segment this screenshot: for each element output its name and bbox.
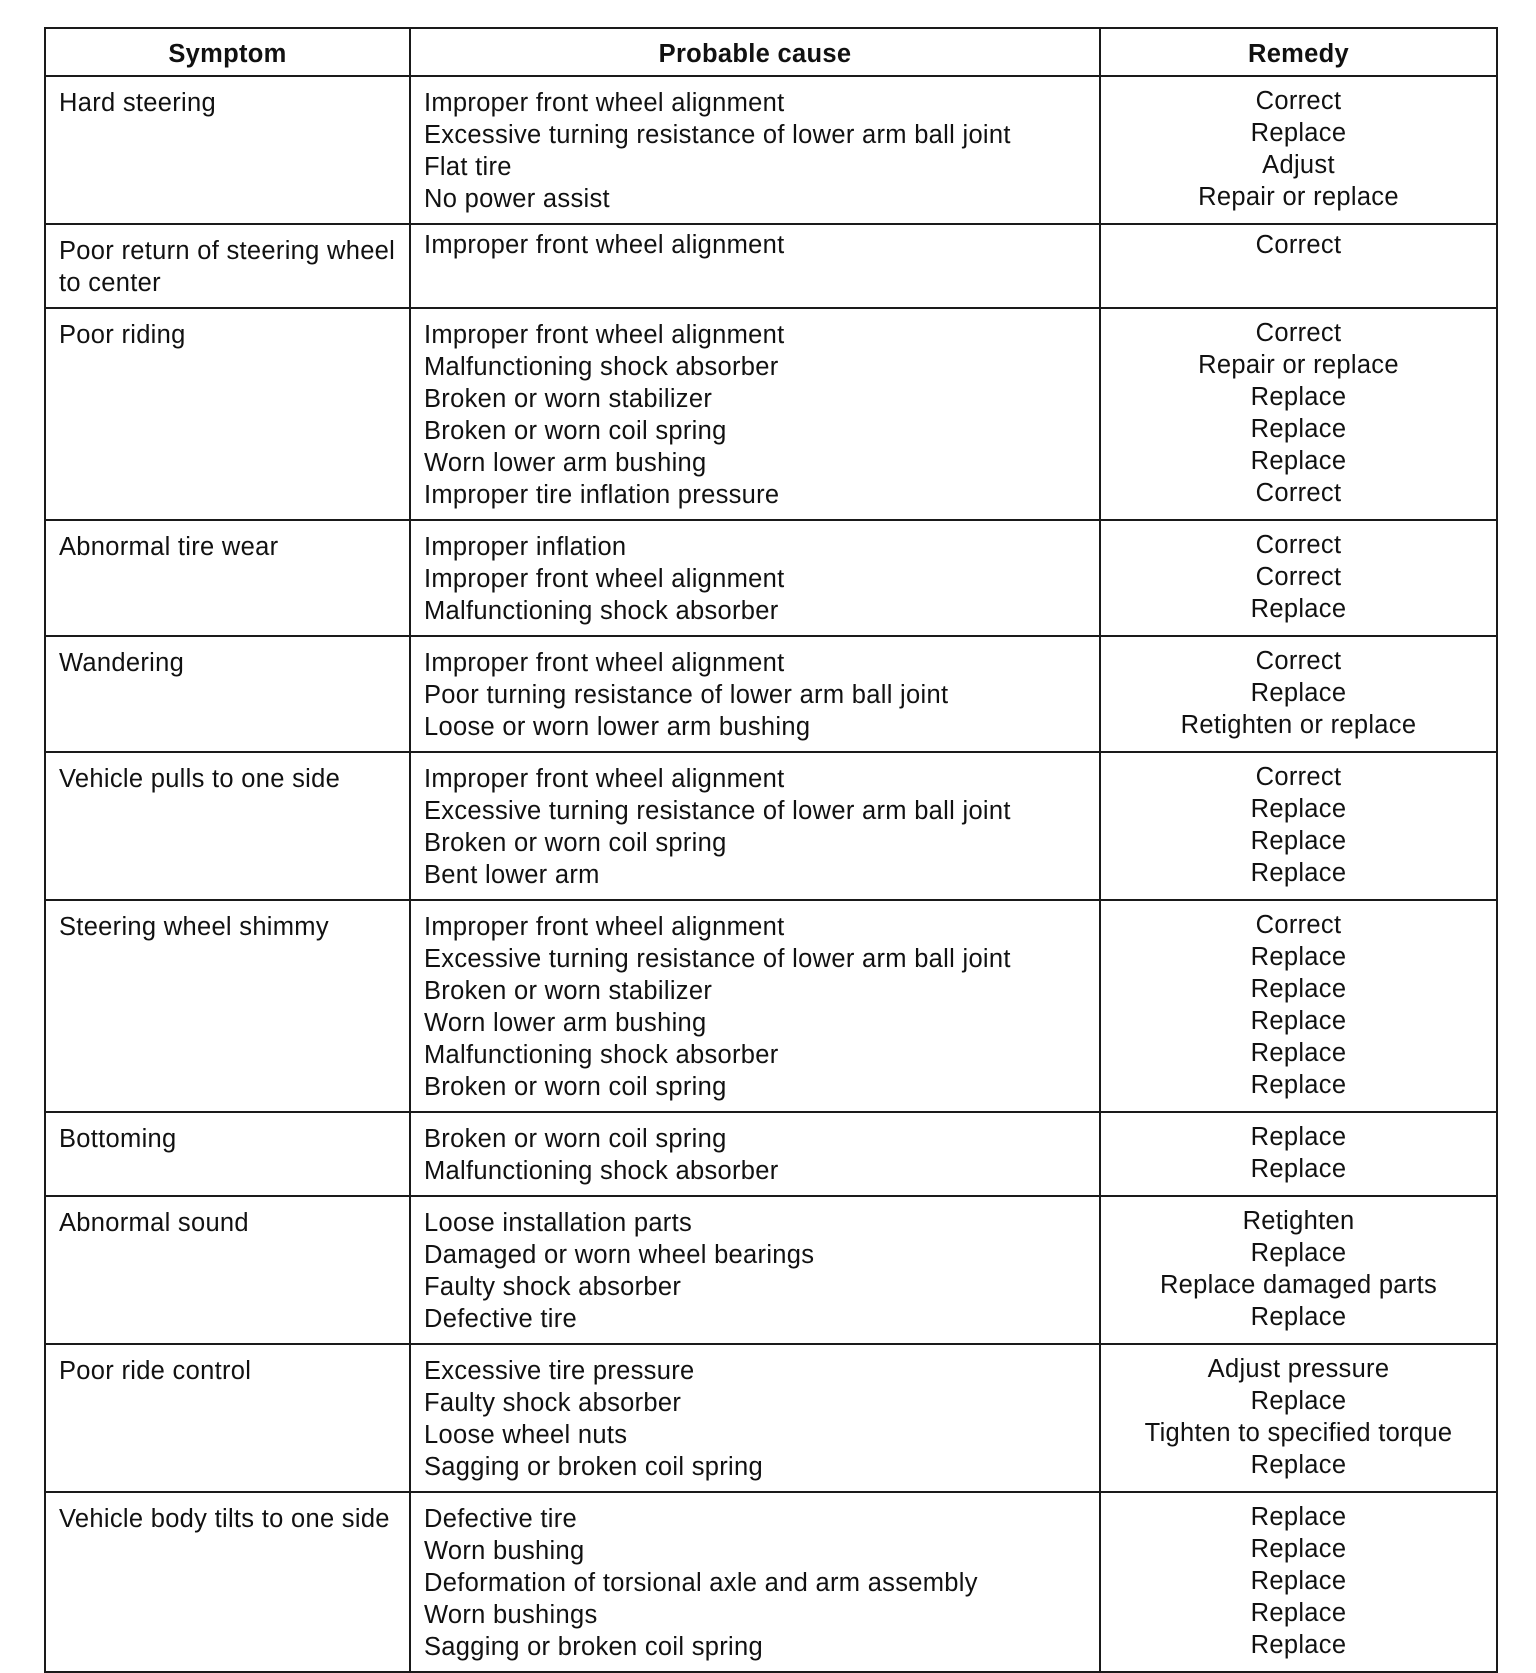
symptom-cell bbox=[45, 1112, 410, 1196]
remedy-text: Replace bbox=[1250, 447, 1347, 475]
cause-text: Broken or worn coil spring bbox=[424, 1125, 727, 1153]
remedy-text: Replace bbox=[1250, 595, 1347, 623]
cause-text: Worn lower arm bushing bbox=[424, 1009, 707, 1037]
remedy-text: Correct bbox=[1255, 319, 1342, 347]
symptom-cell bbox=[45, 520, 410, 636]
cause-text: Excessive turning resistance of lower arm ball joint bbox=[424, 797, 1011, 825]
cause-cell bbox=[410, 520, 1100, 636]
cause-text: Worn lower arm bushing bbox=[424, 449, 707, 477]
symptom-text: Bottoming bbox=[59, 1125, 177, 1153]
remedy-cell bbox=[1100, 1112, 1497, 1196]
remedy-text: Correct bbox=[1255, 563, 1342, 591]
remedy-text: Replace bbox=[1250, 1155, 1347, 1183]
header-remedy: Remedy bbox=[1100, 28, 1497, 76]
remedy-text: Replace bbox=[1250, 1239, 1347, 1267]
cause-text: Broken or worn coil spring bbox=[424, 1073, 727, 1101]
remedy-text: Replace bbox=[1250, 1387, 1347, 1415]
cause-text: Improper front wheel alignment bbox=[424, 565, 785, 593]
symptom-text: Wandering bbox=[59, 649, 185, 677]
remedy-text: Replace bbox=[1250, 415, 1347, 443]
table-row bbox=[45, 520, 1497, 636]
table-row bbox=[45, 1196, 1497, 1344]
symptom-cell bbox=[45, 76, 410, 224]
symptom-cell bbox=[45, 752, 410, 900]
symptom-text: Abnormal sound bbox=[59, 1209, 249, 1237]
cause-text: Damaged or worn wheel bearings bbox=[424, 1241, 815, 1269]
cause-text: Malfunctioning shock absorber bbox=[424, 1157, 779, 1185]
remedy-text: Correct bbox=[1255, 531, 1342, 559]
symptom-text: Poor riding bbox=[59, 321, 186, 349]
remedy-text: Replace bbox=[1250, 1303, 1347, 1331]
cause-text: Loose wheel nuts bbox=[424, 1421, 628, 1449]
cause-cell bbox=[410, 1492, 1100, 1672]
remedy-text: Tighten to specified torque bbox=[1144, 1419, 1453, 1447]
cause-text: Defective tire bbox=[424, 1505, 578, 1533]
cause-text: Improper front wheel alignment bbox=[424, 231, 785, 259]
remedy-cell bbox=[1100, 520, 1497, 636]
remedy-cell bbox=[1100, 1492, 1497, 1672]
remedy-text: Replace bbox=[1250, 1451, 1347, 1479]
remedy-text: Replace bbox=[1250, 1503, 1347, 1531]
table-row bbox=[45, 1344, 1497, 1492]
remedy-text: Correct bbox=[1255, 647, 1342, 675]
header-row bbox=[45, 28, 1497, 76]
cause-text: Broken or worn stabilizer bbox=[424, 977, 713, 1005]
remedy-text: Replace bbox=[1250, 679, 1347, 707]
table-row bbox=[45, 1492, 1497, 1672]
cause-text: Faulty shock absorber bbox=[424, 1273, 682, 1301]
cause-text: Excessive turning resistance of lower arm ball joint bbox=[424, 121, 1011, 149]
symptom-text: Vehicle body tilts to one side bbox=[59, 1505, 390, 1533]
cause-text: Malfunctioning shock absorber bbox=[424, 597, 779, 625]
symptom-cell bbox=[45, 1344, 410, 1492]
cause-cell bbox=[410, 1344, 1100, 1492]
remedy-text: Replace bbox=[1250, 1039, 1347, 1067]
cause-cell bbox=[410, 308, 1100, 520]
symptom-cell bbox=[45, 900, 410, 1112]
symptom-cell bbox=[45, 636, 410, 752]
remedy-text: Replace bbox=[1250, 1631, 1347, 1659]
remedy-cell bbox=[1100, 752, 1497, 900]
cause-text: Loose or worn lower arm bushing bbox=[424, 713, 811, 741]
remedy-text: Replace bbox=[1250, 827, 1347, 855]
remedy-text: Replace bbox=[1250, 1071, 1347, 1099]
remedy-text: Repair or replace bbox=[1198, 183, 1399, 211]
symptom-text: Vehicle pulls to one side bbox=[59, 765, 341, 793]
cause-text: Deformation of torsional axle and arm assembly bbox=[424, 1569, 978, 1597]
remedy-text: Retighten bbox=[1242, 1207, 1355, 1235]
table-row bbox=[45, 76, 1497, 224]
cause-text: Bent lower arm bbox=[424, 861, 600, 889]
symptom-cell bbox=[45, 1196, 410, 1344]
cause-text: Broken or worn coil spring bbox=[424, 417, 727, 445]
cause-cell bbox=[410, 224, 1100, 308]
cause-cell bbox=[410, 900, 1100, 1112]
remedy-text: Replace bbox=[1250, 975, 1347, 1003]
symptom-text: Poor ride control bbox=[59, 1357, 252, 1385]
symptom-text: Poor return of steering wheel to center bbox=[59, 237, 396, 297]
cause-text: No power assist bbox=[424, 185, 610, 213]
remedy-text: Replace bbox=[1250, 383, 1347, 411]
remedy-cell bbox=[1100, 636, 1497, 752]
symptom-cell bbox=[45, 1492, 410, 1672]
cause-text: Improper front wheel alignment bbox=[424, 913, 785, 941]
remedy-text: Correct bbox=[1255, 87, 1342, 115]
table-row bbox=[45, 900, 1497, 1112]
remedy-text: Correct bbox=[1255, 911, 1342, 939]
cause-text: Worn bushing bbox=[424, 1537, 585, 1565]
cause-text: Improper front wheel alignment bbox=[424, 765, 785, 793]
cause-cell bbox=[410, 752, 1100, 900]
cause-text: Poor turning resistance of lower arm ball joint bbox=[424, 681, 949, 709]
remedy-text: Replace bbox=[1250, 1567, 1347, 1595]
cause-cell bbox=[410, 636, 1100, 752]
cause-text: Worn bushings bbox=[424, 1601, 598, 1629]
symptom-cell bbox=[45, 308, 410, 520]
cause-text: Sagging or broken coil spring bbox=[424, 1453, 763, 1481]
remedy-cell bbox=[1100, 900, 1497, 1112]
remedy-cell bbox=[1100, 308, 1497, 520]
cause-text: Malfunctioning shock absorber bbox=[424, 353, 779, 381]
remedy-text: Retighten or replace bbox=[1180, 711, 1417, 739]
cause-text: Faulty shock absorber bbox=[424, 1389, 682, 1417]
table-row bbox=[45, 636, 1497, 752]
cause-cell bbox=[410, 1112, 1100, 1196]
cause-text: Flat tire bbox=[424, 153, 512, 181]
remedy-text: Correct bbox=[1255, 763, 1342, 791]
remedy-text: Replace bbox=[1250, 859, 1347, 887]
remedy-text: Correct bbox=[1255, 479, 1342, 507]
remedy-text: Repair or replace bbox=[1198, 351, 1399, 379]
remedy-cell bbox=[1100, 224, 1497, 308]
remedy-cell bbox=[1100, 76, 1497, 224]
table-row bbox=[45, 308, 1497, 520]
header-symptom: Symptom bbox=[45, 28, 410, 76]
cause-text: Excessive tire pressure bbox=[424, 1357, 695, 1385]
cause-text: Sagging or broken coil spring bbox=[424, 1633, 763, 1661]
cause-text: Improper front wheel alignment bbox=[424, 89, 785, 117]
symptom-text: Steering wheel shimmy bbox=[59, 913, 329, 941]
cause-text: Broken or worn stabilizer bbox=[424, 385, 713, 413]
remedy-text: Replace bbox=[1250, 1123, 1347, 1151]
remedy-cell bbox=[1100, 1344, 1497, 1492]
cause-text: Improper front wheel alignment bbox=[424, 321, 785, 349]
cause-text: Improper tire inflation pressure bbox=[424, 481, 780, 509]
table-row bbox=[45, 1112, 1497, 1196]
remedy-text: Adjust bbox=[1262, 151, 1335, 179]
cause-text: Excessive turning resistance of lower arm ball joint bbox=[424, 945, 1011, 973]
remedy-cell bbox=[1100, 1196, 1497, 1344]
remedy-text: Replace damaged parts bbox=[1159, 1271, 1438, 1299]
cause-text: Malfunctioning shock absorber bbox=[424, 1041, 779, 1069]
remedy-text: Replace bbox=[1250, 795, 1347, 823]
cause-text: Loose installation parts bbox=[424, 1209, 693, 1237]
troubleshooting-table bbox=[44, 27, 1498, 1673]
cause-cell bbox=[410, 76, 1100, 224]
remedy-text: Correct bbox=[1255, 231, 1342, 259]
remedy-text: Replace bbox=[1250, 1535, 1347, 1563]
symptom-text: Hard steering bbox=[59, 89, 216, 117]
cause-text: Defective tire bbox=[424, 1305, 578, 1333]
cause-text: Broken or worn coil spring bbox=[424, 829, 727, 857]
remedy-text: Replace bbox=[1250, 119, 1347, 147]
table-row bbox=[45, 752, 1497, 900]
cause-text: Improper front wheel alignment bbox=[424, 649, 785, 677]
symptom-text: Abnormal tire wear bbox=[59, 533, 279, 561]
cause-cell bbox=[410, 1196, 1100, 1344]
remedy-text: Replace bbox=[1250, 943, 1347, 971]
cause-text: Improper inflation bbox=[424, 533, 627, 561]
symptom-cell bbox=[45, 224, 410, 308]
remedy-text: Replace bbox=[1250, 1007, 1347, 1035]
remedy-text: Adjust pressure bbox=[1207, 1355, 1390, 1383]
remedy-text: Replace bbox=[1250, 1599, 1347, 1627]
header-probable-cause: Probable cause bbox=[410, 28, 1100, 76]
table-row bbox=[45, 224, 1497, 308]
